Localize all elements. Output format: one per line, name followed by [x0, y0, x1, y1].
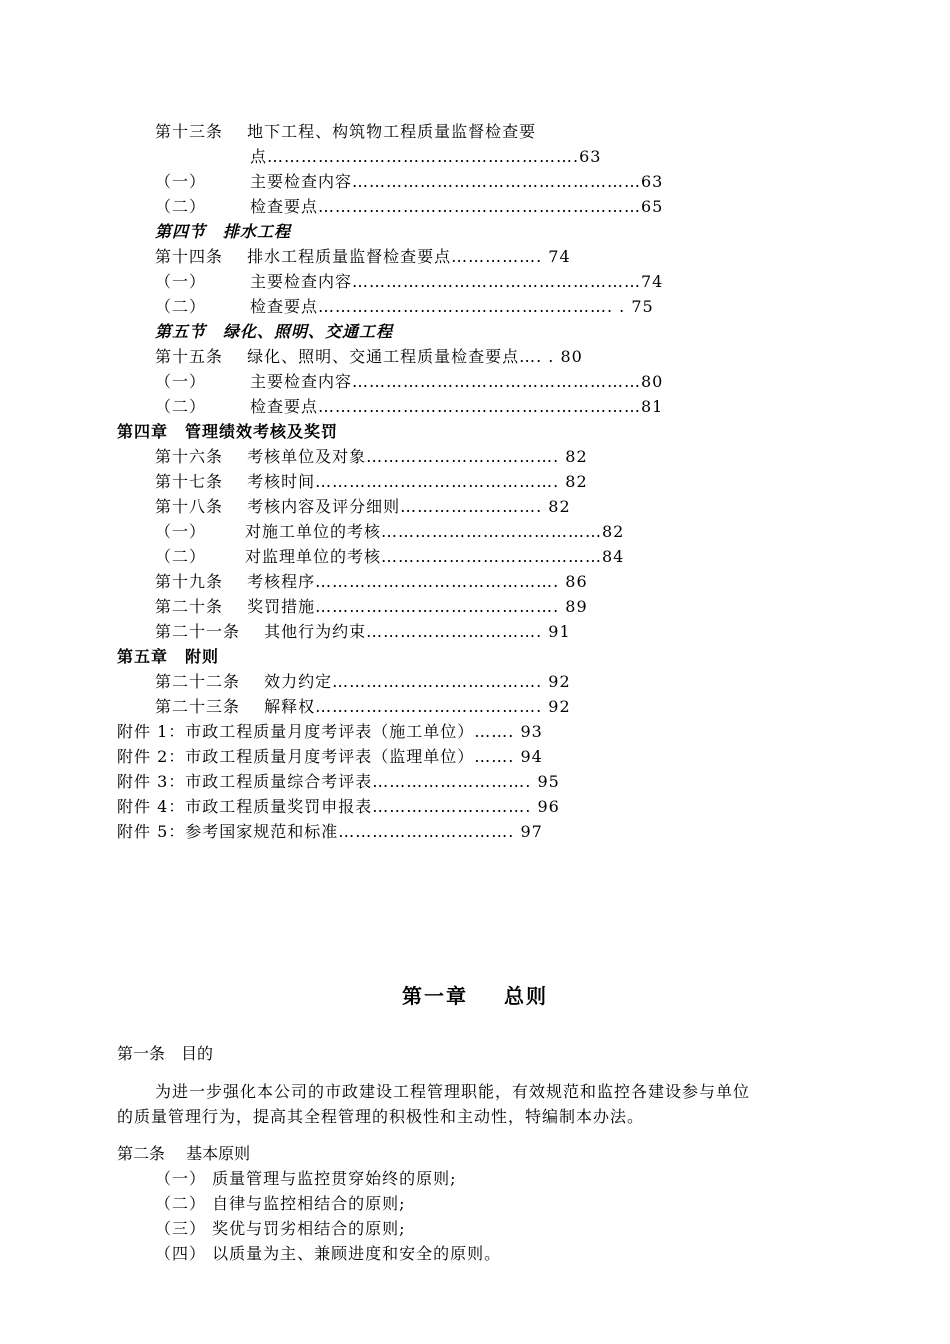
- article-2-item-3: （三） 奖优与罚劣相结合的原则;: [155, 1219, 406, 1238]
- toc-entry-art18[interactable]: [155, 495, 571, 519]
- toc-label: （二）: [155, 297, 207, 316]
- toc-entry-art17[interactable]: [155, 470, 588, 494]
- toc-attachment-2[interactable]: 附件 2：市政工程质量月度考评表（监理单位）……. 94: [117, 747, 543, 766]
- toc-label: （一）: [155, 372, 207, 391]
- toc-label: 第二十条: [155, 597, 224, 616]
- toc-entry-art13-item2[interactable]: [155, 195, 664, 219]
- chapter-number: 第一章: [402, 984, 468, 1008]
- chapter-title: [0, 980, 950, 1009]
- toc-title: 解释权…………………………………. 92: [264, 697, 571, 716]
- toc-label: 第二十二条: [155, 672, 241, 691]
- toc-title: 对施工单位的考核…………………………………82: [245, 522, 625, 541]
- toc-entry-art14-item2[interactable]: [155, 295, 654, 319]
- toc-title: 排水工程质量监督检查要点……………. 74: [247, 247, 571, 266]
- toc-title: 地下工程、构筑物工程质量监督检查要: [247, 122, 537, 141]
- toc-attachment-1[interactable]: 附件 1：市政工程质量月度考评表（施工单位）……. 93: [117, 722, 543, 741]
- toc-title: 考核单位及对象……………………………. 82: [247, 447, 588, 466]
- toc-entry-art18-item2[interactable]: [155, 545, 625, 569]
- toc-entry-art14-item1[interactable]: [155, 270, 664, 294]
- toc-title: 检查要点……………………………………………. . 75: [250, 297, 654, 316]
- toc-label: 第十七条: [155, 472, 224, 491]
- toc-entry-art20[interactable]: [155, 595, 588, 619]
- toc-title: 考核内容及评分细则……………………. 82: [247, 497, 571, 516]
- toc-entry-art16[interactable]: [155, 445, 588, 469]
- toc-entry-art15-item2[interactable]: [155, 395, 664, 419]
- toc-section-4[interactable]: 第四节 排水工程: [155, 222, 292, 241]
- toc-label: （二）: [155, 197, 207, 216]
- chapter-name: 总则: [504, 984, 548, 1008]
- toc-label: 第十六条: [155, 447, 224, 466]
- toc-entry-art21[interactable]: [155, 620, 571, 644]
- toc-entry-art14[interactable]: [155, 245, 571, 269]
- toc-label: 第二十三条: [155, 697, 241, 716]
- toc-entry-art18-item1[interactable]: [155, 520, 625, 544]
- toc-entry-art13-cont[interactable]: 点……………………………………………….63: [250, 147, 602, 166]
- toc-title: 奖罚措施……………………………………. 89: [247, 597, 588, 616]
- toc-title: 主要检查内容……………………………………………74: [250, 272, 664, 291]
- toc-label: （二）: [155, 547, 207, 566]
- article-2-heading: 第二条 基本原则: [117, 1144, 251, 1163]
- toc-entry-art13-item1[interactable]: [155, 170, 664, 194]
- toc-title: 效力约定………………………………. 92: [264, 672, 571, 691]
- toc-label: 第二十一条: [155, 622, 241, 641]
- toc-attachment-4[interactable]: 附件 4：市政工程质量奖罚申报表………………………. 96: [117, 797, 560, 816]
- toc-section-5[interactable]: 第五节 绿化、照明、交通工程: [155, 322, 394, 341]
- article-2-item-1: （一） 质量管理与监控贯穿始终的原则;: [155, 1169, 457, 1188]
- toc-label: （一）: [155, 272, 207, 291]
- toc-label: （一）: [155, 522, 207, 541]
- toc-entry-art13[interactable]: [155, 120, 536, 144]
- toc-entry-art15-item1[interactable]: [155, 370, 664, 394]
- toc-label: 第十九条: [155, 572, 224, 591]
- toc-attachment-3[interactable]: 附件 3：市政工程质量综合考评表………………………. 95: [117, 772, 560, 791]
- toc-chapter-4[interactable]: 第四章 管理绩效考核及奖罚: [117, 422, 339, 441]
- toc-label: 第十三条: [155, 122, 224, 141]
- toc-title: 考核程序……………………………………. 86: [247, 572, 588, 591]
- toc-entry-art19[interactable]: [155, 570, 588, 594]
- toc-title: 绿化、照明、交通工程质量检查要点…. . 80: [247, 347, 583, 366]
- toc-title: 对监理单位的考核…………………………………84: [245, 547, 625, 566]
- toc-entry-art22[interactable]: [155, 670, 571, 694]
- toc-chapter-5[interactable]: 第五章 附则: [117, 647, 220, 666]
- toc-title: 主要检查内容……………………………………………80: [250, 372, 664, 391]
- article-2-item-4: （四） 以质量为主、兼顾进度和安全的原则。: [155, 1244, 502, 1263]
- toc-label: 第十四条: [155, 247, 224, 266]
- toc-label: （一）: [155, 172, 207, 191]
- toc-title: 检查要点…………………………………………………65: [250, 197, 664, 216]
- toc-entry-art15[interactable]: [155, 345, 583, 369]
- article-1-heading: 第一条 目的: [117, 1044, 214, 1063]
- toc-label: （二）: [155, 397, 207, 416]
- article-2-item-2: （二） 自律与监控相结合的原则;: [155, 1194, 406, 1213]
- toc-label: 第十八条: [155, 497, 224, 516]
- article-1-paragraph-line1: 为进一步强化本公司的市政建设工程管理职能，有效规范和监控各建设参与单位: [155, 1082, 751, 1101]
- toc-title: 检查要点…………………………………………………81: [250, 397, 664, 416]
- toc-label: 第十五条: [155, 347, 224, 366]
- toc-title: 其他行为约束…………………………. 91: [264, 622, 571, 641]
- toc-title: 主要检查内容……………………………………………63: [250, 172, 664, 191]
- toc-attachment-5[interactable]: 附件 5：参考国家规范和标准…………………………. 97: [117, 822, 543, 841]
- article-1-paragraph-line2: 的质量管理行为，提高其全程管理的积极性和主动性，特编制本办法。: [117, 1107, 645, 1126]
- toc-entry-art23[interactable]: [155, 695, 571, 719]
- toc-title: 考核时间……………………………………. 82: [247, 472, 588, 491]
